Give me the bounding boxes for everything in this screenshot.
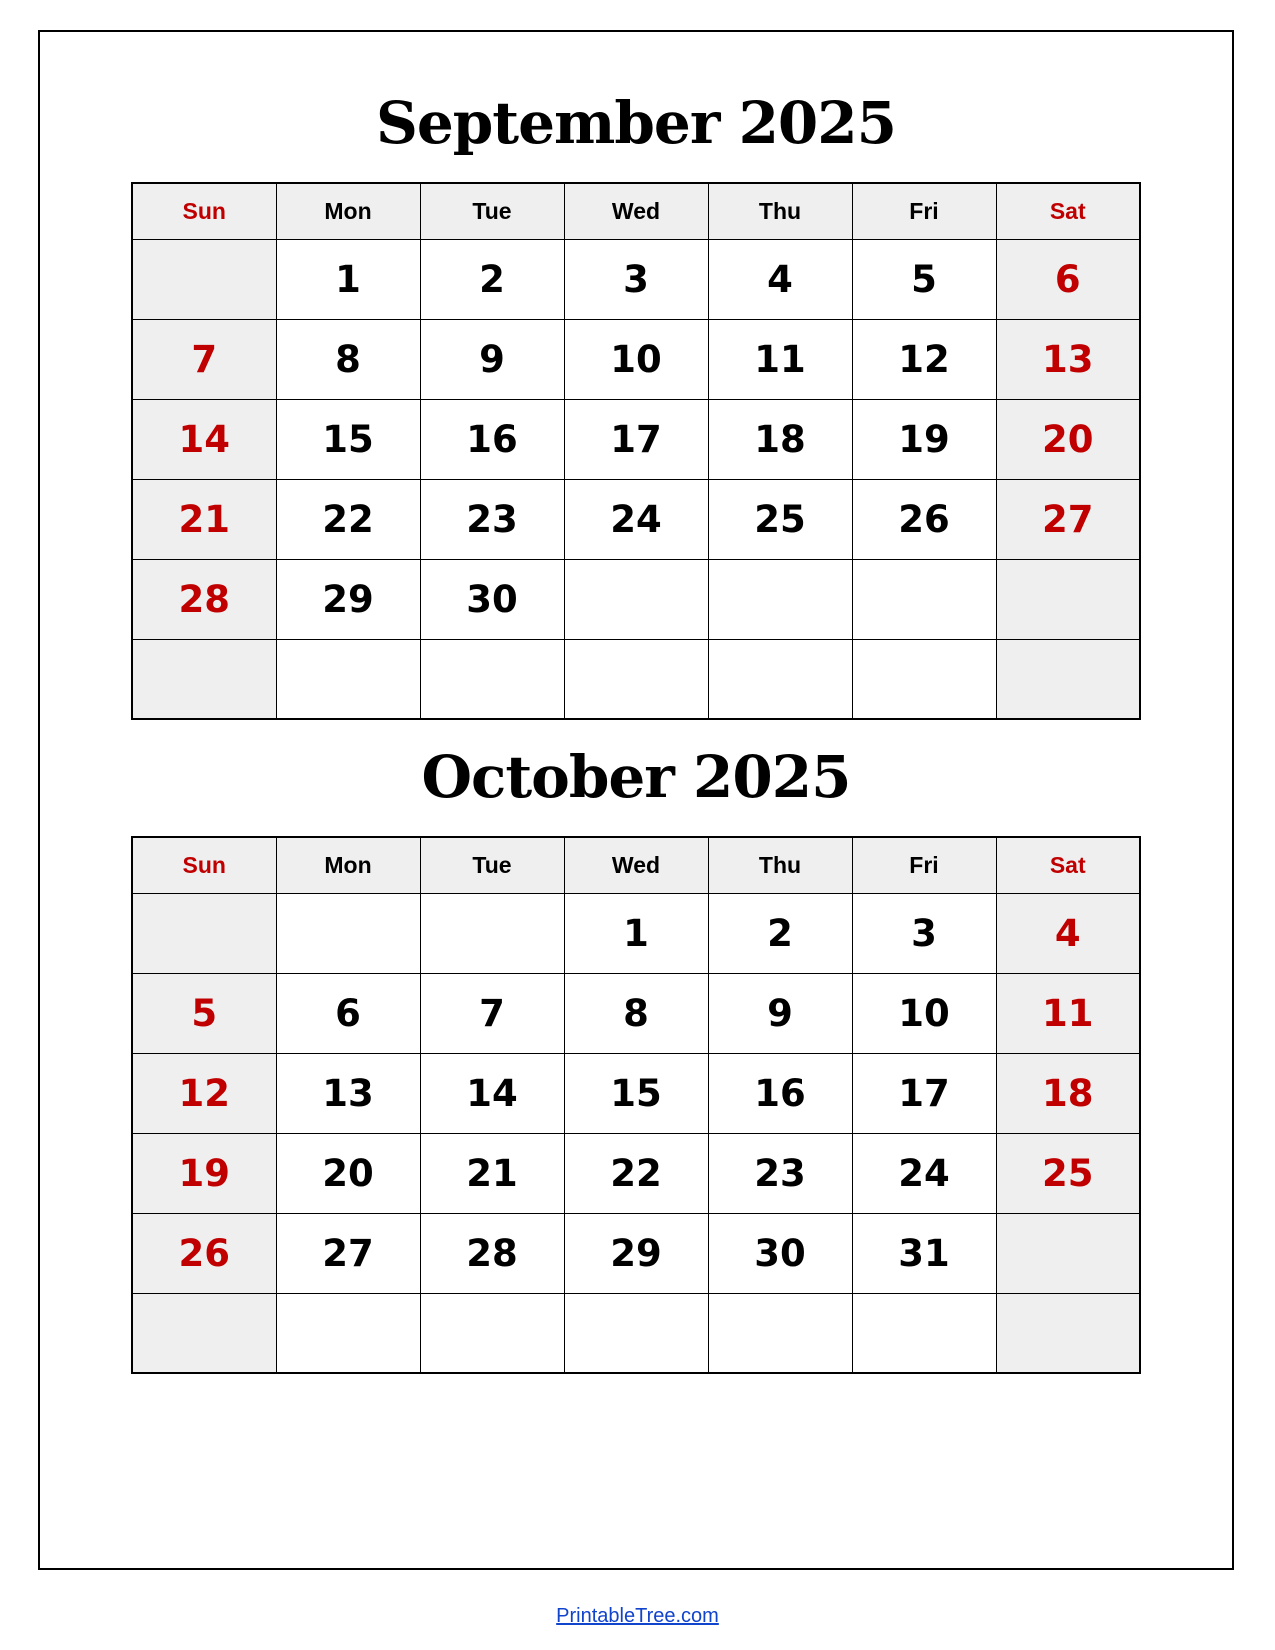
day-cell: 1	[564, 893, 708, 973]
weekday-header-thu: Thu	[708, 183, 852, 239]
day-cell: 27	[996, 479, 1140, 559]
day-cell: 1	[276, 239, 420, 319]
day-cell: 14	[132, 399, 276, 479]
day-cell: 2	[420, 239, 564, 319]
weekday-header-sat: Sat	[996, 183, 1140, 239]
day-cell: 3	[564, 239, 708, 319]
day-cell: 29	[276, 559, 420, 639]
day-cell: 21	[420, 1133, 564, 1213]
weekday-header-thu: Thu	[708, 837, 852, 893]
day-cell: 3	[852, 893, 996, 973]
day-cell	[276, 893, 420, 973]
calendar-page	[38, 30, 1234, 1570]
day-cell: 19	[132, 1133, 276, 1213]
page-title-september: September 2025	[375, 89, 897, 157]
day-cell: 30	[420, 559, 564, 639]
day-cell	[564, 1293, 708, 1373]
day-cell: 19	[852, 399, 996, 479]
calendar-week-row	[132, 893, 1140, 973]
calendar-week-row	[132, 973, 1140, 1053]
day-cell: 10	[564, 319, 708, 399]
day-cell: 28	[132, 559, 276, 639]
calendar-week-row	[132, 319, 1140, 399]
day-cell: 8	[276, 319, 420, 399]
day-cell: 18	[996, 1053, 1140, 1133]
day-cell: 17	[852, 1053, 996, 1133]
weekday-header-sun: Sun	[132, 183, 276, 239]
day-cell: 23	[420, 479, 564, 559]
day-cell: 21	[132, 479, 276, 559]
day-cell: 9	[420, 319, 564, 399]
day-cell: 26	[852, 479, 996, 559]
day-cell: 30	[708, 1213, 852, 1293]
day-cell	[564, 639, 708, 719]
day-cell: 20	[276, 1133, 420, 1213]
day-cell: 25	[996, 1133, 1140, 1213]
calendar-week-row	[132, 559, 1140, 639]
weekday-header-fri: Fri	[852, 183, 996, 239]
weekday-header-sun: Sun	[132, 837, 276, 893]
day-cell	[852, 639, 996, 719]
calendar-week-row	[132, 399, 1140, 479]
day-cell	[420, 1293, 564, 1373]
day-cell	[852, 1293, 996, 1373]
footer	[0, 1605, 1275, 1628]
printabletree-link[interactable]: PrintableTree.com	[556, 1605, 719, 1627]
calendar-table-september	[131, 182, 1141, 720]
weekday-header-wed: Wed	[564, 183, 708, 239]
page-title-october: October 2025	[421, 743, 851, 811]
day-cell: 9	[708, 973, 852, 1053]
day-cell	[996, 1293, 1140, 1373]
day-cell: 18	[708, 399, 852, 479]
weekday-header-mon: Mon	[276, 837, 420, 893]
day-cell: 28	[420, 1213, 564, 1293]
weekday-header-tue: Tue	[420, 183, 564, 239]
day-cell	[708, 1293, 852, 1373]
day-cell	[132, 639, 276, 719]
calendar-week-row	[132, 1053, 1140, 1133]
day-cell	[996, 559, 1140, 639]
day-cell: 20	[996, 399, 1140, 479]
day-cell: 4	[708, 239, 852, 319]
day-cell: 24	[852, 1133, 996, 1213]
calendar-week-row	[132, 1213, 1140, 1293]
day-cell: 5	[852, 239, 996, 319]
day-cell: 26	[132, 1213, 276, 1293]
day-cell: 6	[276, 973, 420, 1053]
month-block-september	[131, 32, 1141, 720]
calendar-week-row	[132, 639, 1140, 719]
day-cell: 15	[564, 1053, 708, 1133]
calendar-table-october	[131, 836, 1141, 1374]
day-cell: 5	[132, 973, 276, 1053]
weekday-header-tue: Tue	[420, 837, 564, 893]
day-cell	[132, 239, 276, 319]
day-cell: 16	[420, 399, 564, 479]
day-cell	[852, 559, 996, 639]
day-cell: 25	[708, 479, 852, 559]
day-cell	[276, 1293, 420, 1373]
calendar-week-row	[132, 1293, 1140, 1373]
weekday-header-sat: Sat	[996, 837, 1140, 893]
calendar-week-row	[132, 1133, 1140, 1213]
weekday-header-wed: Wed	[564, 837, 708, 893]
day-cell	[564, 559, 708, 639]
day-cell: 24	[564, 479, 708, 559]
weekday-header-mon: Mon	[276, 183, 420, 239]
day-cell: 7	[420, 973, 564, 1053]
day-cell: 6	[996, 239, 1140, 319]
calendar-week-row	[132, 239, 1140, 319]
day-cell: 12	[852, 319, 996, 399]
day-cell: 14	[420, 1053, 564, 1133]
weekday-header-fri: Fri	[852, 837, 996, 893]
weekday-header-row	[132, 183, 1140, 239]
day-cell: 16	[708, 1053, 852, 1133]
day-cell: 22	[564, 1133, 708, 1213]
month-block-october	[131, 720, 1141, 1374]
day-cell: 23	[708, 1133, 852, 1213]
day-cell: 11	[996, 973, 1140, 1053]
day-cell: 22	[276, 479, 420, 559]
day-cell	[996, 1213, 1140, 1293]
day-cell	[132, 1293, 276, 1373]
day-cell: 31	[852, 1213, 996, 1293]
day-cell	[132, 893, 276, 973]
calendar-week-row	[132, 479, 1140, 559]
day-cell: 13	[996, 319, 1140, 399]
day-cell: 2	[708, 893, 852, 973]
day-cell: 15	[276, 399, 420, 479]
weekday-header-row	[132, 837, 1140, 893]
day-cell: 4	[996, 893, 1140, 973]
day-cell: 12	[132, 1053, 276, 1133]
day-cell	[420, 893, 564, 973]
day-cell	[708, 559, 852, 639]
day-cell: 17	[564, 399, 708, 479]
day-cell: 7	[132, 319, 276, 399]
day-cell	[996, 639, 1140, 719]
day-cell: 11	[708, 319, 852, 399]
day-cell	[708, 639, 852, 719]
day-cell: 29	[564, 1213, 708, 1293]
day-cell: 13	[276, 1053, 420, 1133]
day-cell: 8	[564, 973, 708, 1053]
day-cell: 10	[852, 973, 996, 1053]
day-cell	[420, 639, 564, 719]
day-cell	[276, 639, 420, 719]
day-cell: 27	[276, 1213, 420, 1293]
